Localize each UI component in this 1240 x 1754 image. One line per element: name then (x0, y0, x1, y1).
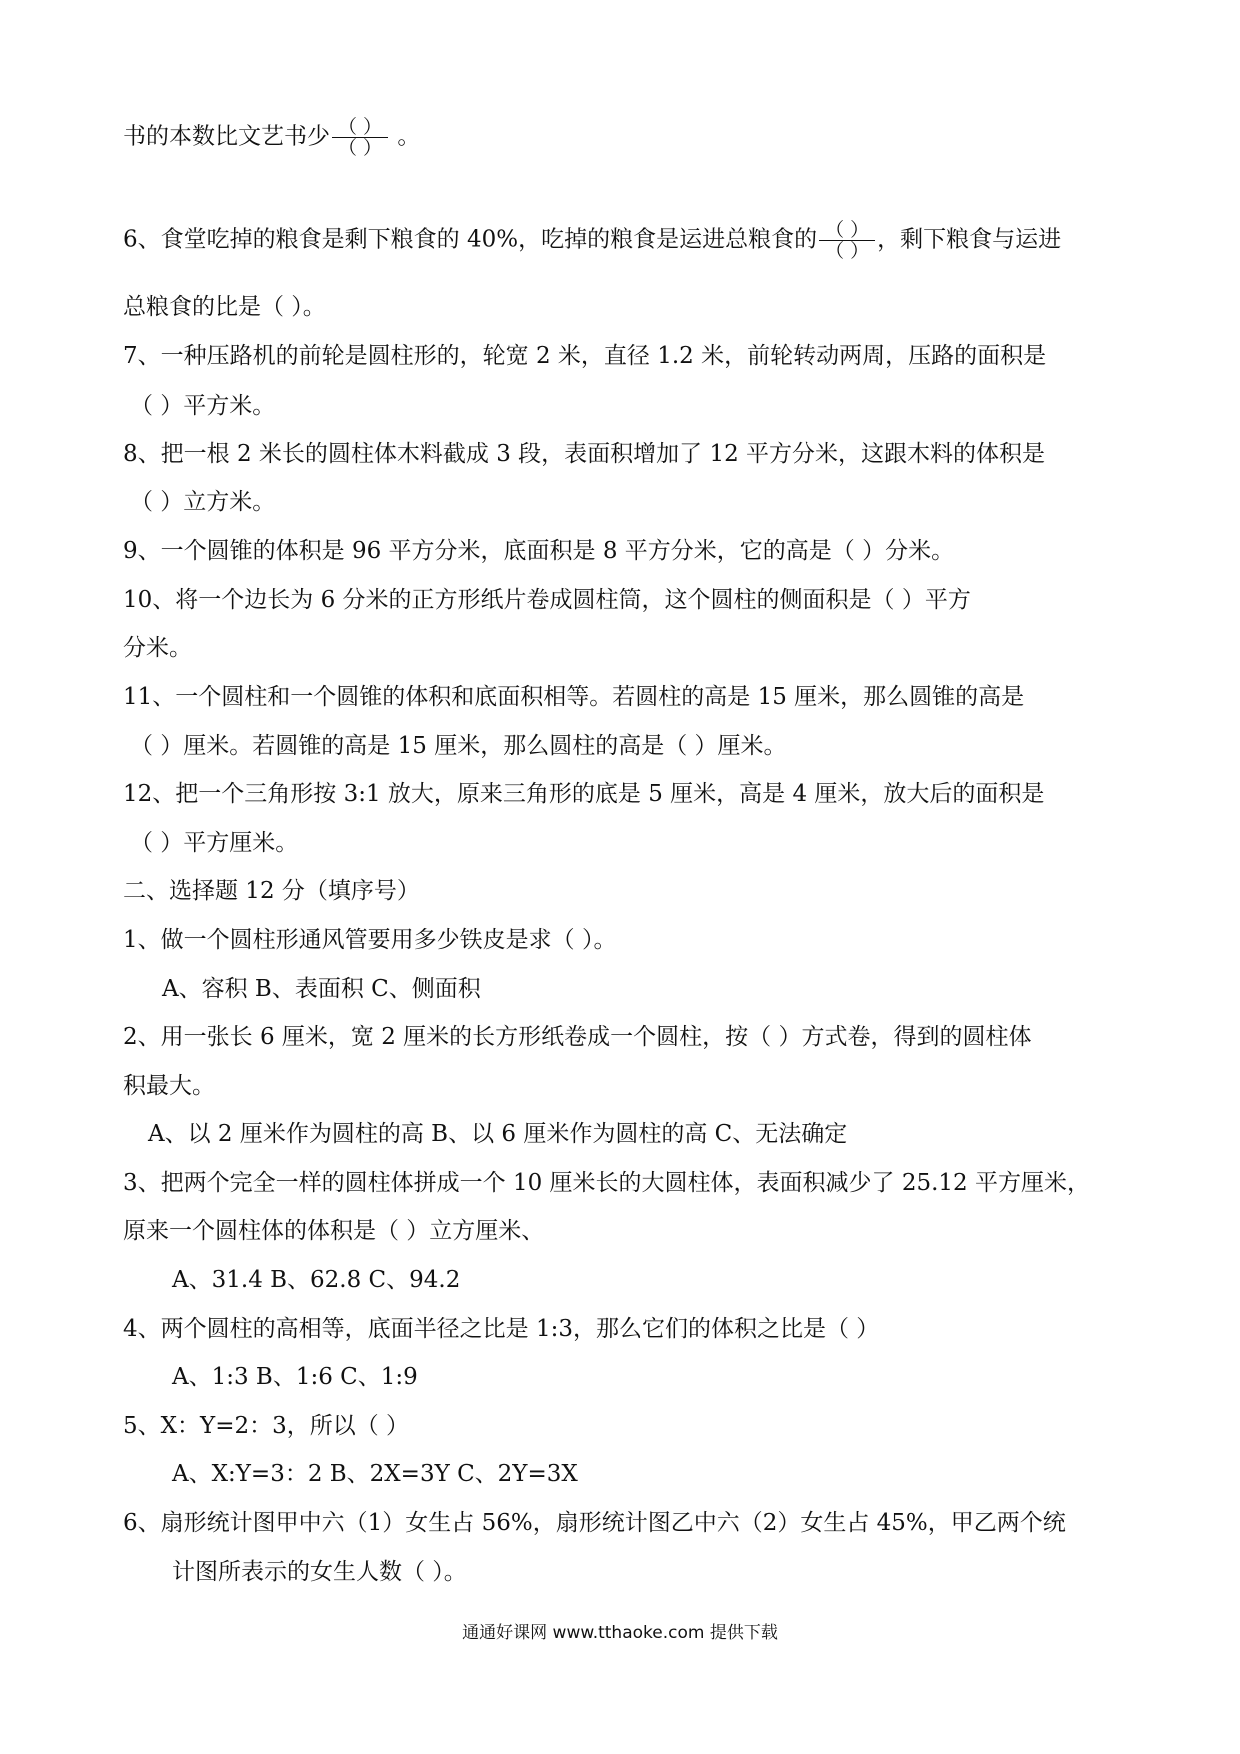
fraction-numerator: （ ） (825, 219, 870, 241)
line-1 (123, 117, 420, 158)
line-12: （ ）厘米。若圆锥的高是 15 厘米，那么圆柱的高是（ ）厘米。 (130, 733, 787, 759)
line-21: 3、把两个完全一样的圆柱体拼成一个 10 厘米长的大圆柱体，表面积减少了 25.12 平方厘米， (123, 1170, 1090, 1196)
fraction-denominator: （ ） (338, 137, 383, 159)
line-17: A、容积 B、表面积 C、侧面积 (162, 976, 481, 1002)
line-5: （ ）平方米。 (130, 393, 276, 419)
line-14: （ ）平方厘米。 (130, 830, 299, 856)
line-25: A、1:3 B、1:6 C、1:9 (172, 1364, 418, 1390)
line-27: A、X:Y=3：2 B、2X=3Y C、2Y=3X (172, 1461, 578, 1487)
line-9: 10、将一个边长为 6 分米的正方形纸片卷成圆柱筒，这个圆柱的侧面积是（ ）平方 (123, 587, 971, 613)
line-20: A、以 2 厘米作为圆柱的高 B、以 6 厘米作为圆柱的高 C、无法确定 (148, 1121, 848, 1147)
line-23: A、31.4 B、62.8 C、94.2 (172, 1267, 461, 1293)
line-16: 1、做一个圆柱形通风管要用多少铁皮是求（ ）。 (123, 927, 617, 953)
line-7: （ ）立方米。 (130, 489, 276, 515)
line-10: 分米。 (123, 635, 192, 661)
line-11: 11、一个圆柱和一个圆锥的体积和底面积相等。若圆柱的高是 15 厘米，那么圆锥的高是 (123, 684, 1025, 710)
line-3: 总粮食的比是（ ）。 (123, 294, 326, 320)
line-28: 6、扇形统计图甲中六（1）女生占 56%，扇形统计图乙中六（2）女生占 45%，甲乙两个统 (123, 1510, 1066, 1536)
page-footer: 通通好课网 www.tthaoke.com 提供下载 (462, 1623, 778, 1643)
line-19: 积最大。 (123, 1073, 215, 1099)
line-22: 原来一个圆柱体的体积是（ ）立方厘米、 (123, 1218, 545, 1244)
line-2-tail: ，剩下粮食与运进 (877, 226, 1062, 253)
line-29: 计图所表示的女生人数（ ）。 (172, 1559, 467, 1585)
line-1-tail: 。 (390, 123, 421, 150)
line-24: 4、两个圆柱的高相等，底面半径之比是 1:3，那么它们的体积之比是（ ） (123, 1316, 880, 1342)
line-6: 8、把一根 2 米长的圆柱体木料截成 3 段，表面积增加了 12 平方分米，这跟木料的体积是 (123, 441, 1046, 467)
line-26: 5、X：Y=2：3，所以（ ） (123, 1413, 410, 1439)
line-1-text: 书的本数比文艺书少 (123, 123, 330, 150)
line-2 (123, 220, 1061, 261)
fraction-blank (332, 117, 388, 158)
fraction-numerator: （ ） (338, 116, 383, 138)
line-18: 2、用一张长 6 厘米，宽 2 厘米的长方形纸卷成一个圆柱，按（ ）方式卷，得到的圆柱体 (123, 1024, 1032, 1050)
fraction-denominator: （ ） (825, 240, 870, 262)
line-2-text: 6、食堂吃掉的粮食是剩下粮食的 40%，吃掉的粮食是运进总粮食的 (123, 226, 818, 253)
section-heading: 二、选择题 12 分（填序号） (123, 878, 420, 904)
line-13: 12、把一个三角形按 3:1 放大，原来三角形的底是 5 厘米，高是 4 厘米，放大后的面积是 (123, 781, 1045, 807)
line-8: 9、一个圆锥的体积是 96 平方分米，底面积是 8 平方分米，它的高是（ ）分米。 (123, 538, 955, 564)
line-4: 7、一种压路机的前轮是圆柱形的，轮宽 2 米，直径 1.2 米，前轮转动两周，压路的面积是 (123, 343, 1047, 369)
fraction-blank (819, 220, 875, 261)
